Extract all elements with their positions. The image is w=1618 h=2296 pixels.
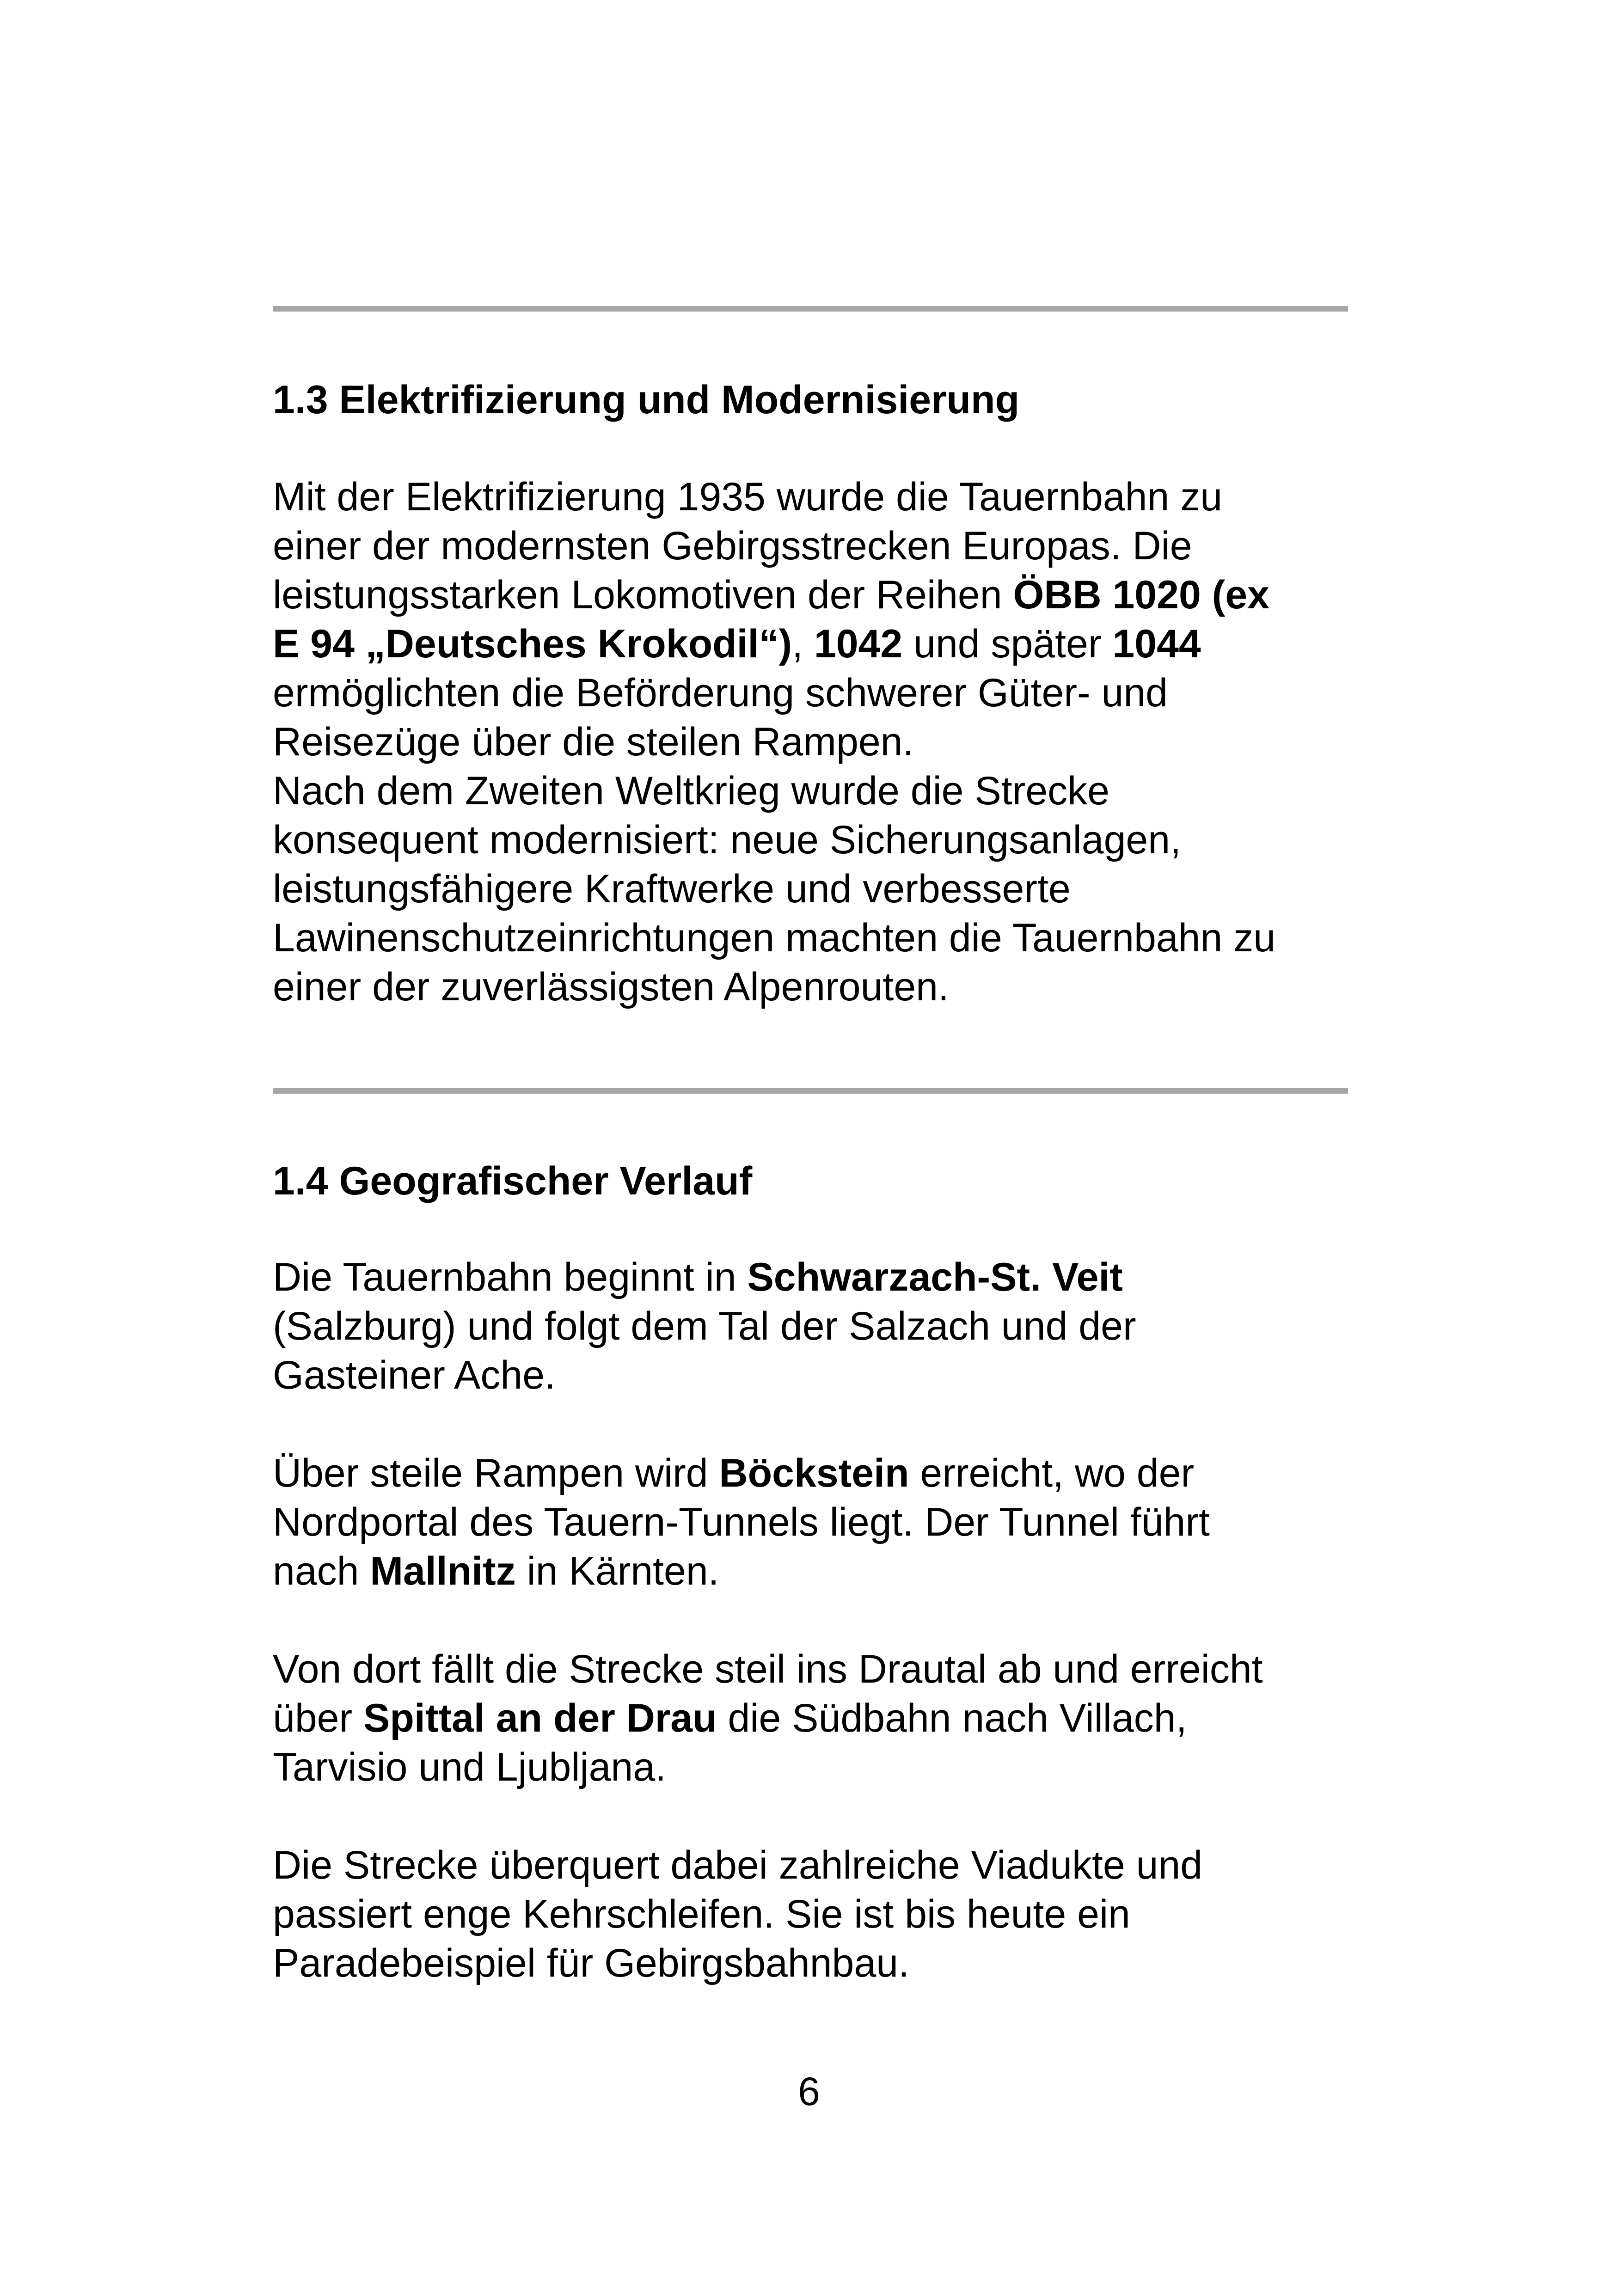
text-line: Gasteiner Ache. (273, 1353, 556, 1397)
text-line: leistungsfähigere Kraftwerke und verbesserte (273, 867, 1071, 911)
text-line: passiert enge Kehrschleifen. Sie ist bis heute ein (273, 1892, 1130, 1936)
locomotive-e94-name: E 94 „Deutsches Krokodil“) (273, 622, 792, 666)
text-line: Die Tauernbahn beginnt in Schwarzach-St. Veit (273, 1255, 1123, 1299)
text-line: konsequent modernisiert: neue Sicherungsanlagen, (273, 818, 1181, 862)
place-mallnitz: Mallnitz (370, 1549, 516, 1593)
paragraph-viadukte (273, 1841, 1364, 1988)
section-heading-1-4: 1.4 Geografischer Verlauf (273, 1159, 753, 1203)
text-line: Die Strecke überquert dabei zahlreiche Viadukte und (273, 1843, 1203, 1887)
text-line: einer der zuverlässigsten Alpenrouten. (273, 965, 949, 1009)
text-line: Tarvisio und Ljubljana. (273, 1745, 666, 1789)
locomotive-series-1042: 1042 (814, 622, 903, 666)
text-line: Nordportal des Tauern-Tunnels liegt. Der Tunnel führt (273, 1500, 1210, 1544)
text-line: Nach dem Zweiten Weltkrieg wurde die Strecke (273, 769, 1109, 813)
page-number: 6 (798, 2069, 820, 2114)
section-divider-top (273, 306, 1348, 312)
text-line: über Spittal an der Drau die Südbahn nach Villach, (273, 1696, 1187, 1740)
paragraph-elektrifizierung (273, 472, 1364, 1011)
text-line: Lawinenschutzeinrichtungen machten die Tauernbahn zu (273, 916, 1276, 960)
text-line: (Salzburg) und folgt dem Tal der Salzach und der (273, 1304, 1136, 1348)
section-divider-middle (273, 1088, 1348, 1094)
text-line: leistungsstarken Lokomotiven der Reihen ÖBB 1020 (ex (273, 573, 1269, 617)
text-line: einer der modernsten Gebirgsstrecken Europas. Die (273, 524, 1192, 568)
text-line: Reisezüge über die steilen Rampen. (273, 720, 914, 764)
section-heading-1-3: 1.3 Elektrifizierung und Modernisierung (273, 378, 1020, 422)
place-schwarzach: Schwarzach-St. Veit (747, 1255, 1123, 1299)
paragraph-start-schwarzach (273, 1253, 1364, 1400)
locomotive-series-1020: ÖBB 1020 (ex (1013, 573, 1269, 617)
text-line: Über steile Rampen wird Böckstein erreicht, wo der (273, 1451, 1195, 1495)
text-line: ermöglichten die Beförderung schwerer Güter- und (273, 671, 1168, 715)
text-line: nach Mallnitz in Kärnten. (273, 1549, 719, 1593)
text-line: E 94 „Deutsches Krokodil“), 1042 und später 1044 (273, 622, 1201, 666)
text-line: Mit der Elektrifizierung 1935 wurde die Tauernbahn zu (273, 475, 1223, 519)
text-line: Von dort fällt die Strecke steil ins Drautal ab und erreicht (273, 1647, 1263, 1691)
paragraph-drautal (273, 1645, 1364, 1792)
paragraph-boeckstein-mallnitz (273, 1449, 1364, 1596)
locomotive-series-1044: 1044 (1112, 622, 1201, 666)
place-boeckstein: Böckstein (719, 1451, 909, 1495)
text-line: Paradebeispiel für Gebirgsbahnbau. (273, 1941, 909, 1985)
place-spittal: Spittal an der Drau (363, 1696, 717, 1740)
